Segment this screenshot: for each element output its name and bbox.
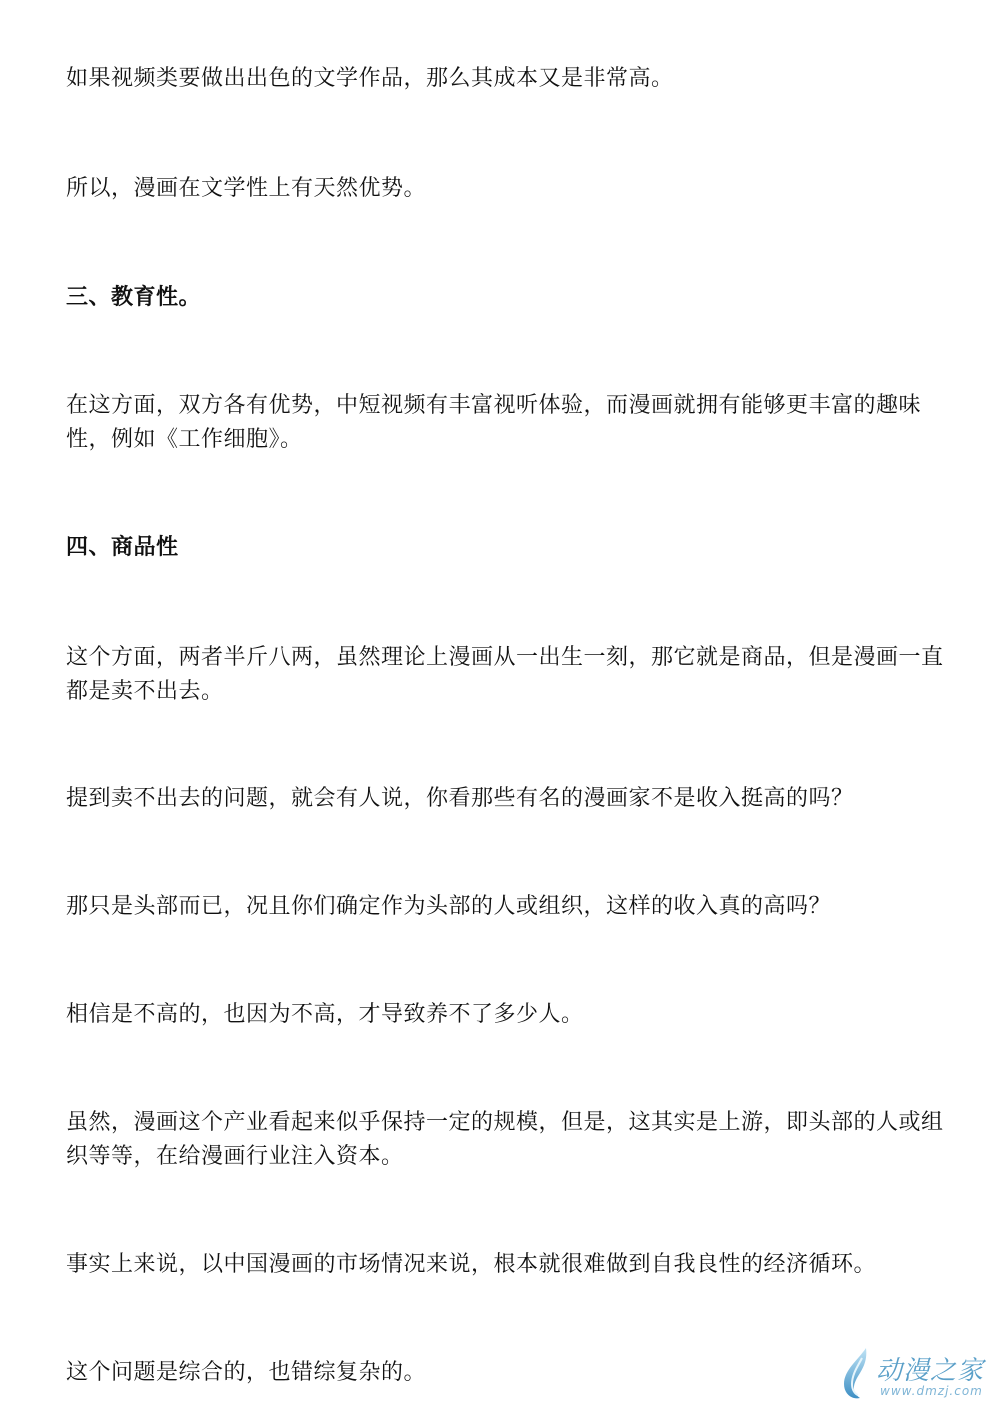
paragraph-industry-scale: 虽然，漫画这个产业看起来似乎保持一定的规模，但是，这其实是上游，即头部的人或组织等等，在给漫画行业注入资本。 [66, 1110, 944, 1169]
paragraph-unsold-question: 提到卖不出去的问题，就会有人说，你看那些有名的漫画家不是收入挺高的吗？ [66, 786, 854, 811]
droplet-logo-icon [836, 1344, 876, 1402]
watermark-url: www.dmzj.com [880, 1384, 983, 1398]
section-heading-commodity: 四、商品性 [66, 535, 179, 560]
watermark [836, 1344, 986, 1404]
paragraph-complex-issue: 这个问题是综合的，也错综复杂的。 [66, 1360, 427, 1385]
paragraph-literary-advantage: 所以，漫画在文学性上有天然优势。 [66, 176, 427, 201]
paragraph-video-cost: 如果视频类要做出出色的文学作品，那么其成本又是非常高。 [66, 66, 674, 91]
paragraph-education: 在这方面，双方各有优势，中短视频有丰富视听体验，而漫画就拥有能够更丰富的趣味性，例如《工作细胞》。 [66, 393, 922, 452]
section-heading-education: 三、教育性。 [66, 285, 202, 310]
paragraph-market-cycle: 事实上来说，以中国漫画的市场情况来说，根本就很难做到自我良性的经济循环。 [66, 1252, 877, 1277]
paragraph-head-income: 那只是头部而已，况且你们确定作为头部的人或组织，这样的收入真的高吗？ [66, 894, 832, 919]
watermark-brand: 动漫之家 [876, 1356, 985, 1386]
paragraph-commodity: 这个方面，两者半斤八两，虽然理论上漫画从一出生一刻，那它就是商品，但是漫画一直都是卖不出去。 [66, 645, 944, 704]
paragraph-not-high: 相信是不高的，也因为不高，才导致养不了多少人。 [66, 1002, 584, 1027]
